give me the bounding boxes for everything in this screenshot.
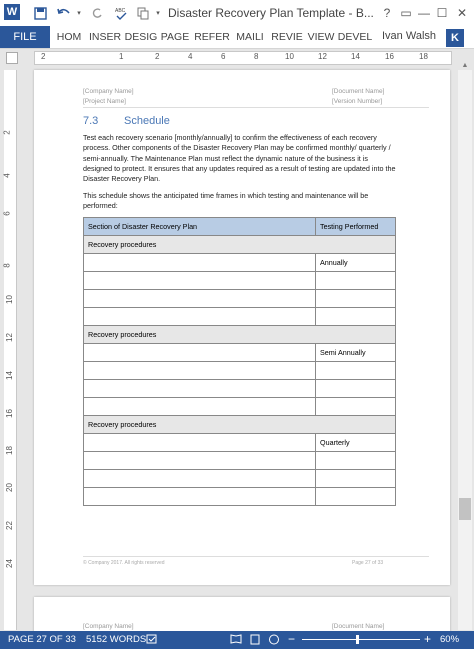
table-cell[interactable] xyxy=(316,380,396,398)
ruler-mark: 16 xyxy=(385,52,394,61)
zoom-slider[interactable] xyxy=(302,639,420,640)
header-company-name: [Company Name] xyxy=(83,88,134,95)
ruler-mark: 2 xyxy=(41,52,46,61)
table-header-section[interactable]: Section of Disaster Recovery Plan xyxy=(84,218,316,236)
table-cell[interactable]: Recovery procedures xyxy=(84,236,396,254)
zoom-in-button[interactable]: + xyxy=(424,632,432,646)
footer-page-number: Page 27 of 33 xyxy=(352,560,384,566)
section-heading: Schedule xyxy=(124,115,170,127)
table-row xyxy=(84,254,396,272)
table-group-row xyxy=(84,416,396,434)
document-title: Disaster Recovery Plan Template - B... xyxy=(168,6,374,20)
table-cell[interactable]: Annually xyxy=(316,254,396,272)
zoom-out-button[interactable]: − xyxy=(288,632,296,646)
tab-file[interactable]: FILE xyxy=(0,26,50,48)
ruler-mark: 12 xyxy=(4,333,14,342)
tab-review[interactable]: REVIE xyxy=(271,31,303,43)
title-bar xyxy=(0,0,474,26)
footer-copyright: © Company 2017. All rights reserved xyxy=(83,560,165,566)
help-button[interactable]: ? xyxy=(383,6,391,20)
tab-insert[interactable]: INSER xyxy=(88,31,122,43)
user-account-name[interactable]: Ivan Walsh xyxy=(382,30,437,42)
scrollbar-thumb[interactable] xyxy=(459,498,471,520)
tab-view[interactable]: VIEW xyxy=(307,31,335,43)
header-project-name: [Project Name] xyxy=(83,98,126,105)
table-row xyxy=(84,344,396,362)
user-badge[interactable]: K xyxy=(446,29,464,47)
copy-icon[interactable] xyxy=(134,3,152,23)
ruler-mark: 20 xyxy=(4,483,14,492)
section-number: 7.3 xyxy=(83,115,99,127)
table-cell[interactable] xyxy=(84,452,316,470)
close-button[interactable]: ✕ xyxy=(456,6,468,20)
ruler-mark: 16 xyxy=(4,409,14,418)
ruler-mark: 8 xyxy=(254,52,259,61)
table-row xyxy=(84,470,396,488)
svg-text:ABC: ABC xyxy=(115,8,126,14)
ruler-mark: 1 xyxy=(119,52,124,61)
print-layout-icon[interactable] xyxy=(250,634,260,648)
tab-design[interactable]: DESIG xyxy=(124,31,158,43)
zoom-slider-thumb[interactable] xyxy=(356,635,359,644)
save-icon[interactable] xyxy=(30,3,50,23)
ruler-mark: 12 xyxy=(318,52,327,61)
tab-home[interactable]: HOM xyxy=(56,31,82,43)
table-cell[interactable]: Recovery procedures xyxy=(84,416,396,434)
maximize-button[interactable]: ☐ xyxy=(436,6,448,20)
vertical-scrollbar[interactable] xyxy=(458,70,472,630)
tab-references[interactable]: REFER xyxy=(194,31,230,43)
ruler-mark: 4 xyxy=(188,52,193,61)
word-count[interactable]: 5152 WORDS xyxy=(86,634,147,645)
ribbon-tabs xyxy=(0,26,474,49)
ruler-mark: 22 xyxy=(4,521,14,530)
table-row xyxy=(84,488,396,506)
horizontal-ruler[interactable] xyxy=(34,51,452,65)
footer-divider xyxy=(83,556,429,557)
table-cell[interactable] xyxy=(84,290,316,308)
ruler-mark: 4 xyxy=(2,173,12,178)
table-row xyxy=(84,272,396,290)
table-cell[interactable] xyxy=(84,398,316,416)
ruler-mark: 10 xyxy=(285,52,294,61)
header-company-name: [Company Name] xyxy=(83,623,134,630)
paragraph-test-scenarios[interactable]: Test each recovery scenario [monthly/annually] to confirm the effectiveness of each recovery process. Other components of the Disaster Recovery Plan may be confirmed monthly/ quarterly / semi-annually. The Maintenance Plan must reflect the dynamic nature of the business it is designed to protect. It ensures that any updates required as a result of testing are updated into the Disaster Recovery Plan. xyxy=(83,133,396,184)
ruler-mark: 6 xyxy=(2,211,12,216)
ruler-mark: 2 xyxy=(2,130,12,135)
table-cell[interactable] xyxy=(316,272,396,290)
table-cell[interactable] xyxy=(84,488,316,506)
document-page[interactable] xyxy=(34,70,450,585)
spelling-check-icon[interactable] xyxy=(112,3,130,23)
table-cell[interactable] xyxy=(84,308,316,326)
table-cell[interactable] xyxy=(84,344,316,362)
ruler-tab-selector[interactable] xyxy=(6,52,18,64)
table-group-row xyxy=(84,236,396,254)
table-cell[interactable] xyxy=(316,308,396,326)
undo-icon[interactable] xyxy=(54,3,74,23)
table-cell[interactable] xyxy=(316,362,396,380)
table-cell[interactable] xyxy=(84,434,316,452)
proofing-icon[interactable] xyxy=(146,634,158,648)
table-cell[interactable] xyxy=(84,272,316,290)
header-divider xyxy=(83,107,429,108)
table-cell[interactable] xyxy=(316,470,396,488)
schedule-table[interactable] xyxy=(83,217,396,506)
table-row xyxy=(84,452,396,470)
table-cell[interactable] xyxy=(316,488,396,506)
table-cell[interactable]: Quarterly xyxy=(316,434,396,452)
ruler-mark: 10 xyxy=(4,295,14,304)
table-row xyxy=(84,362,396,380)
header-document-name: [Document Name] xyxy=(332,88,385,95)
table-row xyxy=(84,434,396,452)
table-cell[interactable] xyxy=(84,362,316,380)
page-indicator[interactable]: PAGE 27 OF 33 xyxy=(8,634,76,645)
tab-page-layout[interactable]: PAGE xyxy=(160,31,190,43)
read-mode-icon[interactable] xyxy=(230,634,242,647)
table-cell[interactable]: Semi Annually xyxy=(316,344,396,362)
zoom-level[interactable]: 60% xyxy=(440,634,460,645)
scroll-up-arrow-icon[interactable]: ▲ xyxy=(461,62,469,69)
table-cell[interactable] xyxy=(84,380,316,398)
header-version-number: [Version Number] xyxy=(332,98,383,105)
table-row xyxy=(84,290,396,308)
vertical-ruler[interactable] xyxy=(4,70,17,630)
redo-icon[interactable] xyxy=(88,3,106,23)
header-document-name: [Document Name] xyxy=(332,623,385,630)
undo-dropdown-icon[interactable]: ▾ xyxy=(77,10,81,17)
table-row xyxy=(84,398,396,416)
customize-toolbar-icon[interactable]: ▾ xyxy=(156,10,160,17)
status-bar xyxy=(0,631,474,649)
table-cell[interactable] xyxy=(316,452,396,470)
tab-mailings[interactable]: MAILI xyxy=(236,31,264,43)
ruler-mark: 8 xyxy=(2,263,12,268)
word-app-icon[interactable]: W xyxy=(4,4,20,20)
table-cell[interactable]: Recovery procedures xyxy=(84,326,396,344)
table-cell[interactable] xyxy=(84,470,316,488)
table-group-row xyxy=(84,326,396,344)
ruler-mark: 18 xyxy=(419,52,428,61)
ruler-mark: 2 xyxy=(155,52,160,61)
table-cell[interactable] xyxy=(84,254,316,272)
ribbon-display-options-button[interactable]: ▭ xyxy=(400,6,412,20)
web-layout-icon[interactable] xyxy=(268,634,280,648)
table-cell[interactable] xyxy=(316,398,396,416)
table-row xyxy=(84,380,396,398)
ruler-mark: 18 xyxy=(4,446,14,455)
table-header-row xyxy=(84,218,396,236)
table-cell[interactable] xyxy=(316,290,396,308)
paragraph-schedule-intro[interactable]: This schedule shows the anticipated time frames in which testing and maintenance will be performed: xyxy=(83,191,369,211)
ruler-mark: 6 xyxy=(221,52,226,61)
tab-developer[interactable]: DEVEL xyxy=(337,31,373,43)
table-header-testing[interactable]: Testing Performed xyxy=(316,218,396,236)
ruler-mark: 24 xyxy=(4,559,14,568)
minimize-button[interactable]: — xyxy=(418,6,430,20)
ruler-mark: 14 xyxy=(351,52,360,61)
ruler-mark: 14 xyxy=(4,371,14,380)
table-row xyxy=(84,308,396,326)
